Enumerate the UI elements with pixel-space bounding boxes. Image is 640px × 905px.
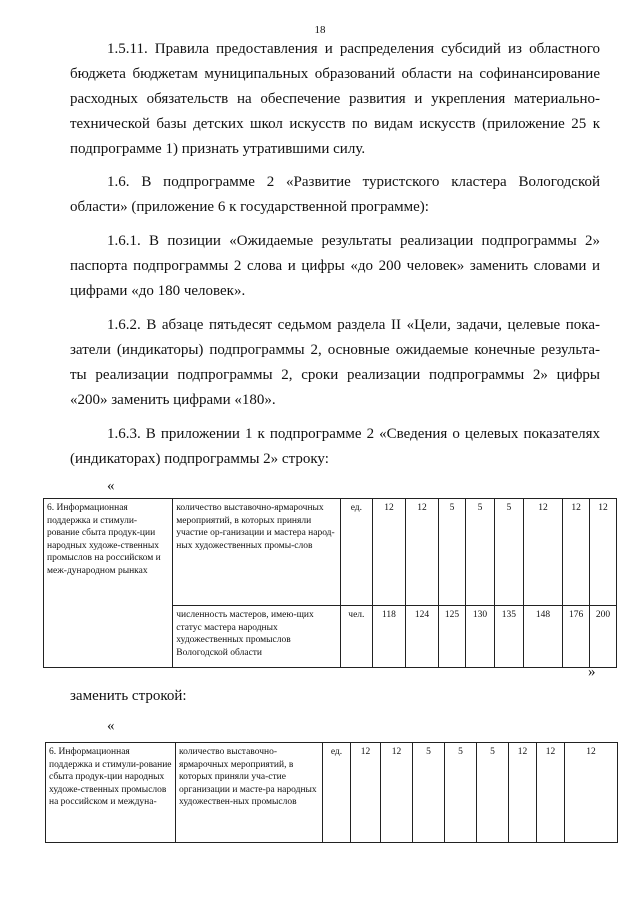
value-cell: 5 xyxy=(494,499,523,606)
unit-cell: чел. xyxy=(340,606,372,668)
text-line: 1.6.2. В абзаце пятьдесят седьмом раздела II «Цели, задачи, целевые пока- xyxy=(107,317,600,333)
paragraph-1-6-3 xyxy=(70,422,600,472)
text-line: 1.5.11. Правила предоставления и распределения субсидий из областного xyxy=(107,41,600,57)
unit-cell: ед. xyxy=(323,743,351,843)
text-line: ты реализации подпрограммы 2, сроки реализации подпрограммы 2» цифры xyxy=(70,367,600,383)
text-line: цифрами «до 180 человек». xyxy=(70,283,246,299)
value-cell: 124 xyxy=(405,606,438,668)
text-line: расходных обязательств на обеспечение развития и укрепления материально- xyxy=(70,91,600,107)
value-cell: 5 xyxy=(465,499,494,606)
text-line: «200» заменить цифрами «180». xyxy=(70,392,276,408)
unit-cell: ед. xyxy=(340,499,372,606)
task-name-cell: 6. Информационная поддержка и стимули-рование сбыта продук-ции народных художе-ственных промыслов на российском и меж-дународном рынках xyxy=(44,499,173,668)
paragraph-1-6-1 xyxy=(70,229,600,304)
text-line: подпрограмме 1) признать утратившими силу. xyxy=(70,141,366,157)
value-cell: 135 xyxy=(494,606,523,668)
indicator-table-new xyxy=(45,742,618,843)
value-cell: 12 xyxy=(563,499,590,606)
paragraph-1-6 xyxy=(70,170,600,220)
open-quote: « xyxy=(107,478,115,494)
text-line: технической базы детских школ искусств по видам искусств (приложение 25 к xyxy=(70,116,600,132)
value-cell: 12 xyxy=(565,743,618,843)
text-line: затели (индикаторы) подпрограммы 2, основные ожидаемые конечные результа- xyxy=(70,342,600,358)
value-cell: 12 xyxy=(590,499,617,606)
replace-instruction: заменить строкой: xyxy=(70,688,187,704)
task-name-cell: 6. Информационная поддержка и стимули-рование сбыта продук-ции народных художе-ственных промыслов на российском и междуна- xyxy=(46,743,176,843)
text-line: 1.6.3. В приложении 1 к подпрограмме 2 «Сведения о целевых показателях xyxy=(107,426,600,442)
indicator-table-old xyxy=(43,498,617,668)
value-cell: 125 xyxy=(439,606,466,668)
text-line: (индикаторах) подпрограммы 2» строку: xyxy=(70,451,329,467)
value-cell: 5 xyxy=(445,743,477,843)
value-cell: 176 xyxy=(563,606,590,668)
close-quote: » xyxy=(588,664,596,680)
page-number: 18 xyxy=(314,24,326,36)
text-line: 1.6. В подпрограмме 2 «Развитие туристского кластера Вологодской xyxy=(107,174,600,190)
indicator-cell: численность мастеров, имею-щих статус мастера народных художественных промыслов Вологодской области xyxy=(173,606,341,668)
indicator-cell: количество выставочно-ярмарочных мероприятий, в которых приняли участие ор-ганизации и мастера народ-ных художественных промы-слов xyxy=(173,499,341,606)
open-quote: « xyxy=(107,718,115,734)
indicator-cell: количество выставочно-ярмарочных мероприятий, в которых приняли уча-стие организации и масте-ра народных художествен-ных промыслов xyxy=(176,743,323,843)
value-cell: 12 xyxy=(405,499,438,606)
value-cell: 5 xyxy=(413,743,445,843)
text-line: паспорта подпрограммы 2 слова и цифры «до 200 человек» заменить словами и xyxy=(70,258,600,274)
value-cell: 118 xyxy=(372,606,405,668)
value-cell: 200 xyxy=(590,606,617,668)
value-cell: 12 xyxy=(509,743,537,843)
value-cell: 148 xyxy=(523,606,562,668)
value-cell: 12 xyxy=(351,743,381,843)
text-line: области» (приложение 6 к государственной программе): xyxy=(70,199,429,215)
value-cell: 5 xyxy=(439,499,466,606)
value-cell: 12 xyxy=(523,499,562,606)
table-row xyxy=(46,743,618,843)
text-line: 1.6.1. В позиции «Ожидаемые результаты реализации подпрограммы 2» xyxy=(107,233,600,249)
value-cell: 130 xyxy=(465,606,494,668)
paragraph-1-6-2 xyxy=(70,313,600,413)
value-cell: 5 xyxy=(477,743,509,843)
text-line: бюджета бюджетам муниципальных образований области на софинансирование xyxy=(70,66,600,82)
table-row xyxy=(44,499,617,606)
paragraph-1-5-11 xyxy=(70,37,600,162)
value-cell: 12 xyxy=(381,743,413,843)
value-cell: 12 xyxy=(537,743,565,843)
value-cell: 12 xyxy=(372,499,405,606)
